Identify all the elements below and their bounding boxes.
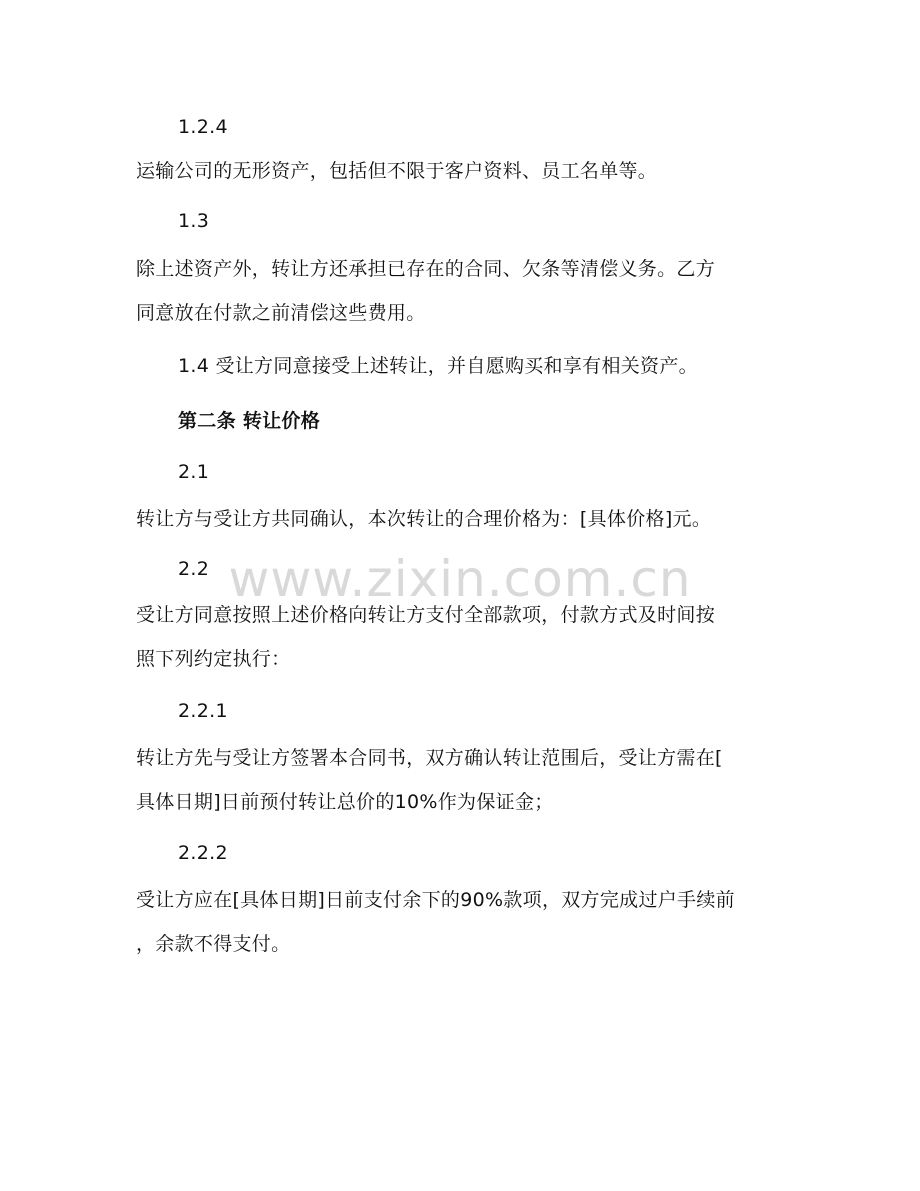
section-number: 2.2.1 [178, 700, 228, 722]
article-heading: 第二条 转让价格 [178, 410, 321, 432]
paragraph-line: 受让方同意按照上述价格向转让方支付全部款项，付款方式及时间按 [136, 604, 716, 626]
paragraph-line: 转让方先与受让方签署本合同书，双方确认转让范围后，受让方需在[ [136, 747, 723, 769]
paragraph-line: 运输公司的无形资产，包括但不限于客户资料、员工名单等。 [136, 160, 658, 182]
paragraph-line: 1.4 受让方同意接受上述转让，并自愿购买和享有相关资产。 [178, 355, 698, 377]
paragraph-line: ，余款不得支付。 [136, 933, 291, 955]
watermark: www.zixin.com.cn [228, 550, 692, 608]
section-number: 2.2 [178, 558, 210, 580]
paragraph-line: 具体日期]日前预付转让总价的10%作为保证金； [136, 791, 554, 813]
section-number: 2.2.2 [178, 842, 228, 864]
paragraph-line: 照下列约定执行： [136, 648, 291, 670]
section-number: 2.1 [178, 461, 210, 483]
paragraph-line: 除上述资产外，转让方还承担已存在的合同、欠条等清偿义务。乙方 [136, 258, 716, 280]
section-number: 1.3 [178, 210, 210, 232]
paragraph-line: 受让方应在[具体日期]日前支付余下的90%款项，双方完成过户手续前 [136, 889, 735, 911]
paragraph-line: 转让方与受让方共同确认，本次转让的合理价格为：[具体价格]元。 [136, 508, 712, 530]
section-number: 1.2.4 [178, 116, 228, 138]
paragraph-line: 同意放在付款之前清偿这些费用。 [136, 302, 426, 324]
